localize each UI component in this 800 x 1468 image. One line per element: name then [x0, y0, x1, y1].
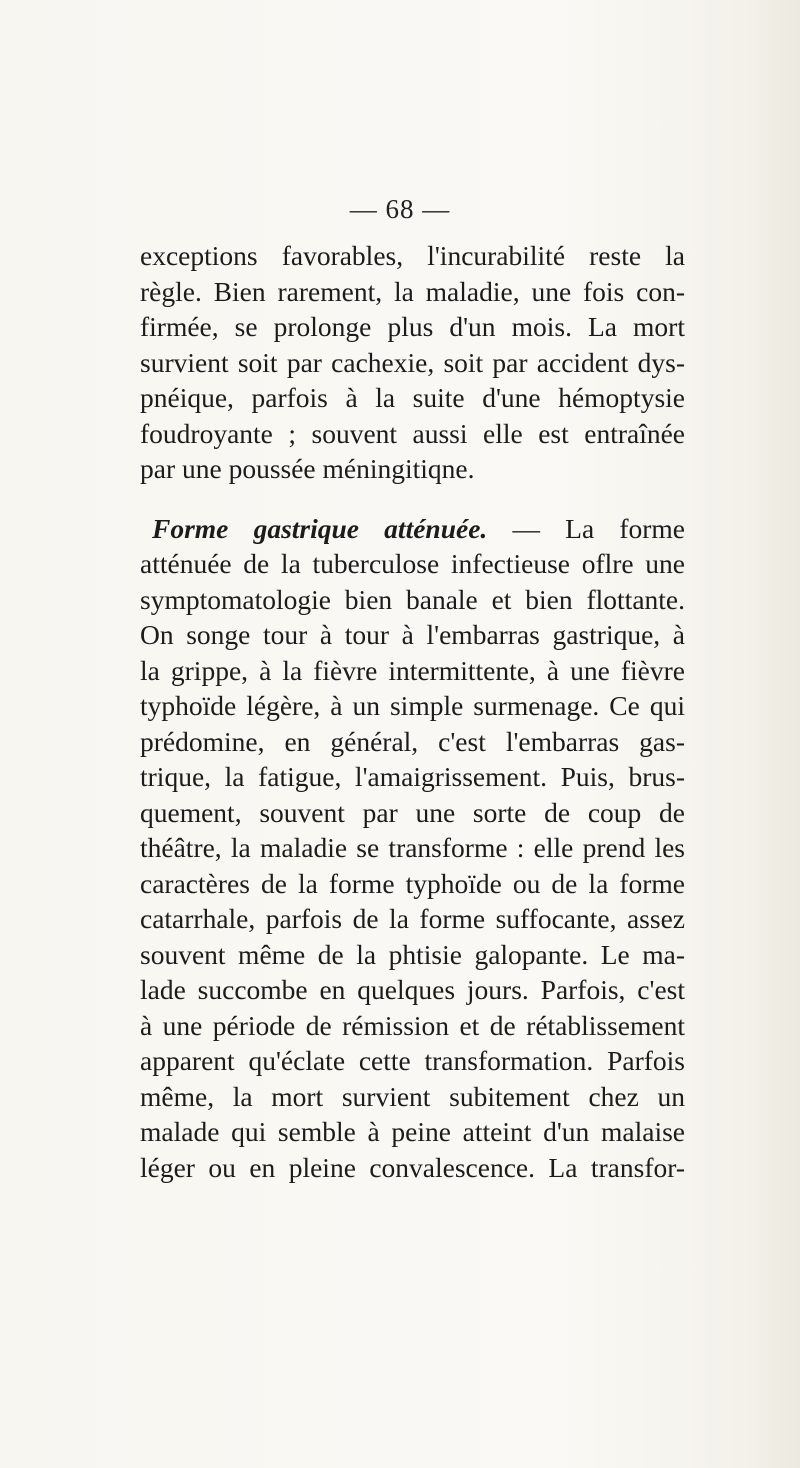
section-title-rest: — La forme — [487, 512, 685, 544]
text-line: foudroyante ; souvent aussi elle est entraînée — [140, 417, 685, 449]
text-line: léger ou en pleine convalescence. La transfor- — [140, 1151, 685, 1183]
body-text — [140, 238, 685, 1185]
section-heading-line — [140, 511, 685, 547]
text-line: quement, souvent par une sorte de coup de — [140, 796, 685, 828]
text-line: malade qui semble à peine atteint d'un malaise — [140, 1116, 685, 1147]
text-line: firmée, se prolonge plus d'un mois. La mort — [140, 311, 685, 342]
text-line: prédomine, en général, c'est l'embarras gas- — [140, 725, 685, 757]
text-line: atténuée de la tuberculose infectieuse oflre une — [140, 548, 685, 579]
text-line: souvent même de la phtisie galopante. Le ma- — [140, 938, 685, 970]
text-line: caractères de la forme typhoïde ou de la forme — [140, 867, 685, 899]
text-line: lade succombe en quelques jours. Parfois, c'est — [140, 974, 685, 1005]
text-line: apparent qu'éclate cette transformation. Parfois — [140, 1045, 685, 1076]
text-line: théâtre, la maladie se transforme : elle prend les — [140, 832, 685, 863]
text-line: On songe tour à tour à l'embarras gastrique, à — [140, 619, 685, 650]
text-line: exceptions favorables, l'incurabilité reste la — [140, 240, 685, 271]
text-line: la grippe, à la fièvre intermittente, à une fièvre — [140, 654, 685, 686]
text-line: règle. Bien rarement, la maladie, une fois con- — [140, 275, 685, 307]
text-line: même, la mort survient subitement chez un — [140, 1080, 685, 1112]
text-line: symptomatologie bien banale et bien flottante. — [140, 583, 685, 615]
text-line: catarrhale, parfois de la forme suffocante, assez — [140, 903, 685, 934]
text-line: typhoïde légère, à un simple surmenage. Ce qui — [140, 690, 685, 721]
text-line: à une période de rémission et de rétablissement — [140, 1009, 685, 1041]
page-number: — 68 — — [349, 194, 451, 224]
text-line: pnéique, parfois à la suite d'une hémoptysie — [140, 382, 685, 413]
paragraph-gap — [140, 487, 685, 511]
text-line: par une poussée méningitiqne. — [140, 453, 475, 484]
text-line: survient soit par cachexie, soit par accident dys- — [140, 346, 685, 378]
section-title: Forme gastrique atténuée. — [152, 512, 488, 544]
text-line: trique, la fatigue, l'amaigrissement. Puis, brus- — [140, 761, 685, 792]
